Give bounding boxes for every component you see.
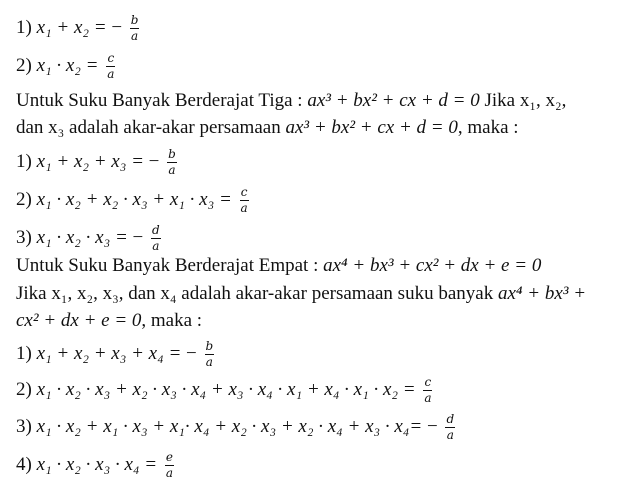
equation-lhs: x₁ + x₂ =	[36, 16, 107, 38]
fraction: $\frac{c}{a}$	[107, 51, 115, 81]
item-number: 1)	[16, 16, 32, 38]
quartic-intro-line-3	[16, 310, 202, 332]
equation-lhs: x₁ + x₂ + x₃ =	[36, 150, 144, 172]
minus-sign: −	[426, 415, 438, 437]
equation-lhs: x₁ · x₂ · x₃ =	[36, 226, 128, 248]
item-number: 2)	[16, 378, 32, 400]
equation-lhs: x₁ · x₂ =	[36, 54, 99, 76]
cubic-equation: ax³ + bx² + cx + d = 0	[307, 90, 480, 111]
fraction: $\frac{c}{a}$	[240, 185, 248, 215]
intro-text: Untuk Suku Banyak Berderajat Empat :	[16, 255, 324, 276]
quadratic-item-2	[16, 52, 115, 81]
quartic-item-2	[16, 376, 432, 405]
minus-sign: −	[132, 226, 144, 248]
fraction: $\frac{b}{a}$	[168, 147, 176, 177]
quartic-intro-line-2	[16, 283, 586, 305]
fraction: $\frac{d}{a}$	[446, 412, 455, 442]
intro-tail: , maka :	[457, 117, 519, 138]
item-number: 1)	[16, 342, 32, 364]
intro-text: Jika x₁, x₂, x₃, dan x₄ adalah akar-akar persamaan suku banyak	[16, 283, 498, 304]
quartic-item-3	[16, 413, 455, 442]
minus-sign: −	[148, 150, 160, 172]
quartic-equation: ax⁴ + bx³ + cx² + dx + e = 0	[323, 255, 542, 276]
item-number: 4)	[16, 453, 32, 475]
intro-tail: , maka :	[141, 310, 203, 331]
cubic-intro-line-1	[16, 90, 566, 112]
quartic-item-1	[16, 340, 214, 369]
quartic-item-4	[16, 451, 174, 480]
fraction: $\frac{d}{a}$	[151, 223, 160, 253]
item-number: 2)	[16, 54, 32, 76]
cubic-equation: ax³ + bx² + cx + d = 0	[285, 117, 458, 138]
equation-lhs: x₁ + x₂ + x₃ + x₄ =	[36, 342, 182, 364]
intro-tail: Jika x₁, x₂,	[479, 90, 567, 111]
fraction: $\frac{b}{a}$	[130, 13, 139, 43]
cubic-intro-line-2	[16, 117, 519, 139]
item-number: 1)	[16, 150, 32, 172]
minus-sign: −	[186, 342, 197, 364]
minus-sign: −	[111, 16, 123, 38]
equation-lhs: x₁ · x₂ · x₃ + x₂ · x₃ · x₄ + x₃ · x₄ · x₁ + x₄ · x₁ · x₂ =	[36, 378, 416, 400]
cubic-item-3	[16, 224, 161, 253]
item-number: 2)	[16, 188, 32, 210]
fraction: $\frac{b}{a}$	[205, 339, 214, 369]
item-number: 3)	[16, 415, 32, 437]
fraction: $\frac{e}{a}$	[165, 450, 173, 480]
intro-text: Untuk Suku Banyak Berderajat Tiga :	[16, 90, 308, 111]
intro-text: dan x₃ adalah akar-akar persamaan	[16, 117, 286, 138]
quartic-equation-part-2: cx² + dx + e = 0	[16, 310, 142, 331]
item-number: 3)	[16, 226, 32, 248]
equation-lhs: x₁ · x₂ + x₂ · x₃ + x₁ · x₃ =	[36, 188, 232, 210]
quartic-equation-part-1: ax⁴ + bx³ +	[497, 283, 587, 304]
quartic-intro-line-1	[16, 255, 541, 277]
cubic-item-2	[16, 186, 249, 215]
cubic-item-1	[16, 148, 177, 177]
quadratic-item-1	[16, 14, 139, 43]
equation-lhs: x₁ · x₂ + x₁ · x₃ + x₁· x₄ + x₂ · x₃ + x₂ · x₄ + x₃ · x₄=	[36, 415, 423, 437]
equation-lhs: x₁ · x₂ · x₃ · x₄ =	[36, 453, 158, 475]
fraction: $\frac{c}{a}$	[424, 375, 432, 405]
